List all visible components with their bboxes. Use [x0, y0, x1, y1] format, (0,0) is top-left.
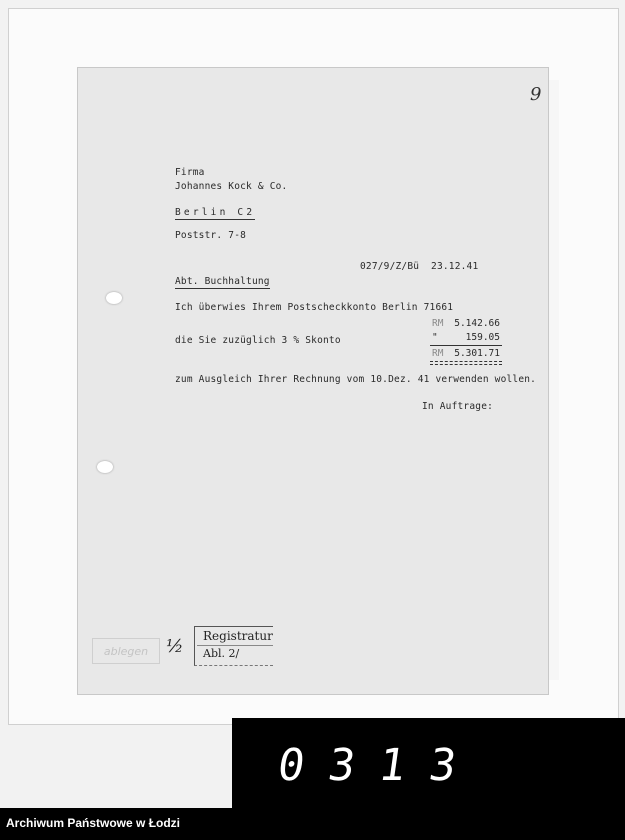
body-line-1: Ich überwies Ihrem Postscheckkonto Berlin 71661 [175, 302, 454, 313]
handwritten-mark: ½ [166, 636, 184, 657]
body-line-2: die Sie zuzüglich 3 % Skonto [175, 335, 341, 346]
department: Abt. Buchhaltung [175, 276, 270, 287]
stamp-abl-text: Abl. 2/ [203, 647, 240, 660]
amount-row [430, 332, 502, 346]
registratur-stamp [194, 626, 273, 666]
amount-currency: " [432, 332, 438, 343]
sum-underline [430, 345, 502, 346]
company-name [175, 181, 287, 192]
amount-currency: RM [432, 318, 444, 329]
reference-line: 027/9/Z/Bü 23.12.41 [360, 261, 479, 272]
body-line-3: zum Ausgleich Ihrer Rechnung vom 10.Dez. 41 verwenden wollen. [175, 374, 537, 385]
total-double-underline [430, 361, 502, 365]
amount-value: 5.142.66 [454, 318, 500, 329]
punch-hole-bottom [97, 461, 113, 473]
archive-credit: Archiwum Państwowe w Łodzi [6, 816, 181, 830]
stamp-registratur-text: Registratur [203, 629, 273, 643]
stamp-separator [197, 645, 273, 646]
amount-row [430, 318, 502, 332]
film-frame-number: 0313 [274, 740, 484, 791]
city: Berlin C2 [175, 207, 256, 218]
punch-hole-top [106, 292, 122, 304]
closing: In Auftrage: [422, 401, 494, 412]
amount-value: 159.05 [465, 332, 500, 343]
amount-value: 5.301.71 [454, 348, 500, 359]
street: Poststr. 7-8 [175, 230, 247, 241]
amount-row [430, 348, 502, 362]
page-number: 9 [530, 84, 542, 105]
amount-currency: RM [432, 348, 444, 359]
company-name-text: Johannes Kock & Co. [175, 181, 288, 192]
amount-block [430, 318, 502, 362]
faded-stamp: ablegen [92, 638, 160, 664]
company-label: Firma [175, 167, 205, 178]
